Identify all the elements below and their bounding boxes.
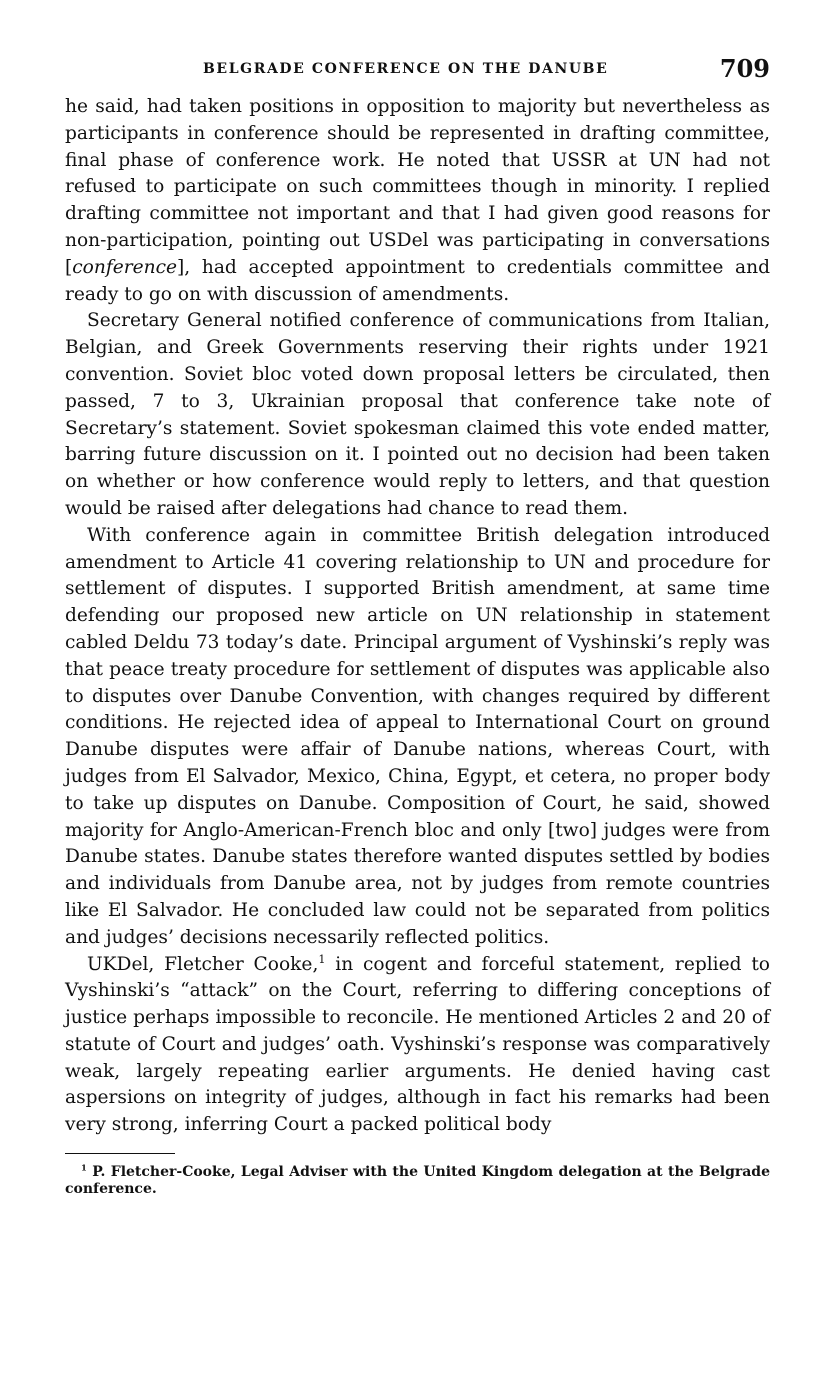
footnote-marker: 1 — [81, 1162, 87, 1173]
body-text — [65, 94, 770, 1139]
footnote-text: P. Fletcher-Cooke, Legal Adviser with the United Kingdom delegation at the Belgrade conference. — [65, 1164, 770, 1198]
footnote — [65, 1164, 770, 1198]
paragraph-text: in cogent and forceful statement, replied to Vyshinski’s “attack” on the Court, referring to differing conceptions of justice perhaps impossible to reconcile. He mentioned Articles 2 and 20 of statute of Court and judges’ oath. Vyshinski’s response was comparatively weak, largely repeating earlier arguments. He denied having cast aspersions on integrity of judges, although in fact his remarks had been very strong, inferring Court a packed political body — [65, 953, 770, 1136]
page-number: 709 — [719, 54, 770, 83]
paragraph-text: ], had accepted appointment to credentials committee and ready to go on with discussion of amendments. — [65, 256, 770, 305]
footnote-reference: 1 — [318, 952, 326, 966]
paragraph-text: With conference again in committee British delegation introduced amendment to Article 41 covering relationship to UN and procedure for settlement of disputes. I supported British amendment, at same time defending our proposed new article on UN relationship in statement cabled Deldu 73 today’s date. Principal argument of Vyshinski’s reply was that peace treaty procedure for settlement of disputes was applicable also to disputes over Danube Convention, with changes required by different conditions. He rejected idea of appeal to International Court on ground Danube disputes were affair of Danube nations, whereas Court, with judges from El Salvador, Mexico, China, Egypt, et cetera, no proper body to take up disputes on Danube. Composition of Court, he said, showed majority for Anglo-American-French bloc and only [two] judges were from Danube states. Danube states therefore wanted disputes settled by bodies and individuals from Danube area, not by judges from remote countries like El Salvador. He concluded law could not be separated from politics and judges’ decisions necessarily reflected politics. — [65, 524, 770, 948]
paragraph-italic-text: conference — [72, 256, 178, 278]
paragraph-4 — [65, 952, 770, 1140]
paragraph-1 — [65, 94, 770, 308]
paragraph-text: UKDel, Fletcher Cooke, — [87, 953, 319, 975]
running-head — [65, 52, 770, 88]
document-page — [65, 52, 770, 1198]
footnote-divider — [65, 1153, 175, 1154]
paragraph-text: he said, had taken positions in opposition to majority but nevertheless as participants in conference should be represented in drafting committee, final phase of conference work. He noted that USSR at UN had not refused to participate on such committees though in minority. I replied drafting committee not important and that I had given good reasons for non-participation, pointing out USDel was participating in conversations [ — [65, 96, 770, 278]
running-title: BELGRADE CONFERENCE ON THE DANUBE — [203, 61, 609, 77]
paragraph-2 — [65, 308, 770, 522]
paragraph-text: Secretary General notified conference of communications from Italian, Belgian, and Greek Governments reserving their rights under 1921 convention. Soviet bloc voted down proposal letters be circulated, then passed, 7 to 3, Ukrainian proposal that conference take note of Secretary’s statement. Soviet spokesman claimed this vote ended matter, barring future discussion on it. I pointed out no decision had been taken on whether or how conference would reply to letters, and that question would be raised after delegations had chance to read them. — [65, 310, 770, 519]
paragraph-3 — [65, 523, 770, 952]
